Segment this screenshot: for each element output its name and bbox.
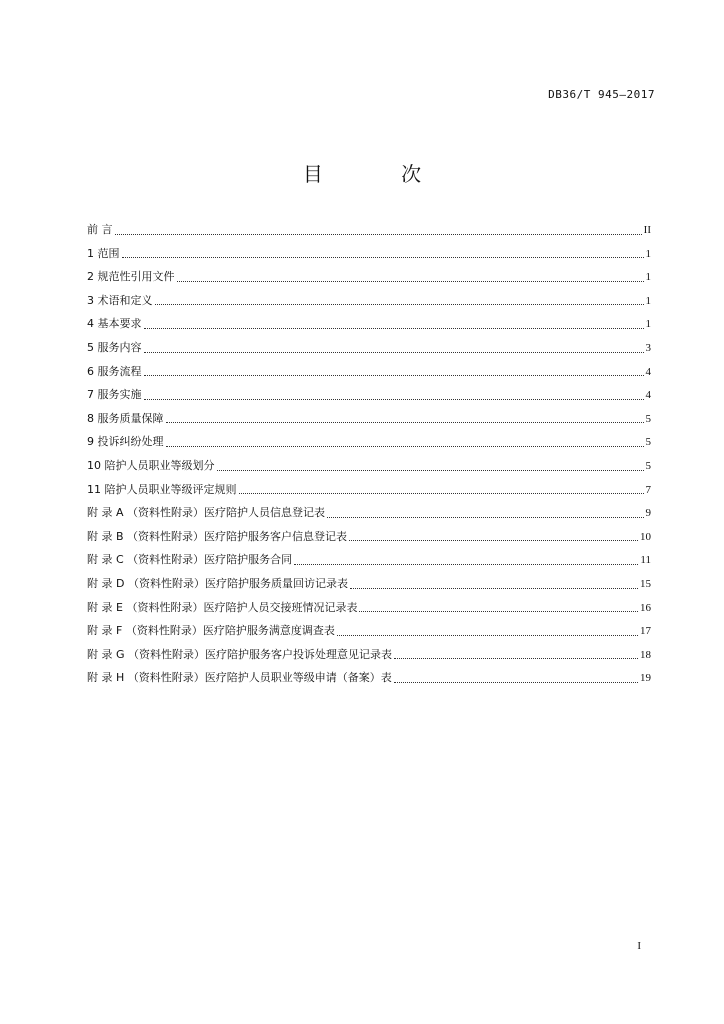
- toc-entry-label: 9 投诉纠纷处理: [87, 435, 164, 449]
- toc-entry-label: 附 录 C （资料性附录）医疗陪护服务合同: [87, 553, 293, 567]
- toc-entry-label: 3 术语和定义: [87, 293, 153, 307]
- toc-entry-appendix-c[interactable]: [87, 548, 651, 572]
- toc-leader-dots: [239, 493, 644, 494]
- toc-entry-label: 5 服务内容: [87, 340, 142, 354]
- toc-entry-11[interactable]: [87, 478, 651, 502]
- toc-entry-page: II: [643, 224, 651, 236]
- toc-leader-dots: [294, 564, 638, 565]
- toc-leader-dots: [115, 234, 642, 235]
- toc-entry-label: 前 言: [87, 223, 113, 236]
- toc-entry-page: 19: [640, 672, 651, 685]
- toc-entry-label: 10 陪护人员职业等级划分: [87, 458, 215, 472]
- toc-entry-page: 7: [645, 483, 651, 496]
- toc-entry-appendix-d[interactable]: [87, 572, 651, 596]
- toc-entry-9[interactable]: [87, 430, 651, 454]
- toc-entry-page: 1: [645, 318, 651, 331]
- toc-entry-label: 4 基本要求: [87, 317, 142, 331]
- toc-entry-label: 11 陪护人员职业等级评定规则: [87, 482, 237, 496]
- toc-leader-dots: [144, 328, 644, 329]
- page-number: I: [637, 940, 641, 952]
- toc-leader-dots: [394, 658, 638, 659]
- toc-entry-label: 附 录 H （资料性附录）医疗陪护人员职业等级申请（备案）表: [87, 671, 392, 685]
- toc-entry-appendix-a[interactable]: [87, 501, 651, 525]
- standard-code: DB36/T 945—2017: [548, 88, 655, 101]
- toc-leader-dots: [155, 304, 644, 305]
- toc-leader-dots: [144, 399, 644, 400]
- toc-entry-label: 附 录 E （资料性附录）医疗陪护人员交接班情况记录表: [87, 600, 358, 614]
- toc-leader-dots: [394, 682, 638, 683]
- toc-entry-page: 10: [640, 530, 651, 543]
- toc-leader-dots: [349, 540, 638, 541]
- toc-leader-dots: [359, 611, 638, 612]
- toc-entry-appendix-h[interactable]: [87, 666, 651, 690]
- toc-entry-2[interactable]: [87, 265, 651, 289]
- toc-leader-dots: [144, 352, 644, 353]
- toc-entry-page: 15: [640, 577, 651, 590]
- toc-leader-dots: [350, 588, 638, 589]
- toc-entry-page: 5: [645, 459, 651, 472]
- toc-entry-page: 1: [645, 247, 651, 260]
- toc-entry-page: 5: [645, 412, 651, 425]
- toc-entry-page: 18: [640, 648, 651, 661]
- toc-entry-label: 2 规范性引用文件: [87, 270, 175, 284]
- toc-entry-3[interactable]: [87, 289, 651, 313]
- toc-entry-page: 9: [645, 507, 651, 520]
- toc-leader-dots: [144, 375, 644, 376]
- toc-entry-label: 附 录 F （资料性附录）医疗陪护服务满意度调查表: [87, 624, 335, 638]
- toc-entry-8[interactable]: [87, 407, 651, 431]
- toc-entry-appendix-g[interactable]: [87, 643, 651, 667]
- toc-entry-label: 8 服务质量保障: [87, 411, 164, 425]
- toc-leader-dots: [327, 517, 643, 518]
- page-title: 目 次: [302, 162, 458, 186]
- table-of-contents: [87, 218, 651, 690]
- toc-entry-page: 16: [640, 601, 651, 614]
- toc-entry-10[interactable]: [87, 454, 651, 478]
- toc-entry-label: 附 录 G （资料性附录）医疗陪护服务客户投诉处理意见记录表: [87, 647, 393, 661]
- toc-leader-dots: [177, 281, 644, 282]
- toc-leader-dots: [337, 635, 638, 636]
- toc-entry-4[interactable]: [87, 312, 651, 336]
- toc-entry-page: 1: [645, 271, 651, 284]
- toc-entry-appendix-b[interactable]: [87, 525, 651, 549]
- toc-entry-appendix-e[interactable]: [87, 596, 651, 620]
- toc-entry-label: 1 范围: [87, 246, 120, 260]
- toc-entry-foreword[interactable]: [87, 218, 651, 242]
- toc-entry-label: 附 录 A （资料性附录）医疗陪护人员信息登记表: [87, 506, 326, 520]
- toc-leader-dots: [166, 422, 644, 423]
- toc-entry-page: 5: [645, 436, 651, 449]
- toc-entry-label: 附 录 D （资料性附录）医疗陪护服务质量回访记录表: [87, 576, 348, 590]
- toc-entry-page: 17: [640, 625, 651, 638]
- toc-entry-page: 3: [645, 341, 651, 354]
- toc-entry-6[interactable]: [87, 360, 651, 384]
- toc-entry-label: 附 录 B （资料性附录）医疗陪护服务客户信息登记表: [87, 529, 348, 543]
- toc-entry-5[interactable]: [87, 336, 651, 360]
- toc-entry-appendix-f[interactable]: [87, 619, 651, 643]
- toc-entry-page: 11: [640, 554, 651, 567]
- toc-entry-7[interactable]: [87, 383, 651, 407]
- toc-leader-dots: [166, 446, 644, 447]
- toc-entry-label: 6 服务流程: [87, 364, 142, 378]
- toc-entry-page: 1: [645, 294, 651, 307]
- toc-entry-1[interactable]: [87, 242, 651, 266]
- toc-entry-page: 4: [645, 365, 651, 378]
- toc-entry-page: 4: [645, 389, 651, 402]
- toc-leader-dots: [217, 470, 644, 471]
- toc-leader-dots: [122, 257, 644, 258]
- toc-entry-label: 7 服务实施: [87, 388, 142, 402]
